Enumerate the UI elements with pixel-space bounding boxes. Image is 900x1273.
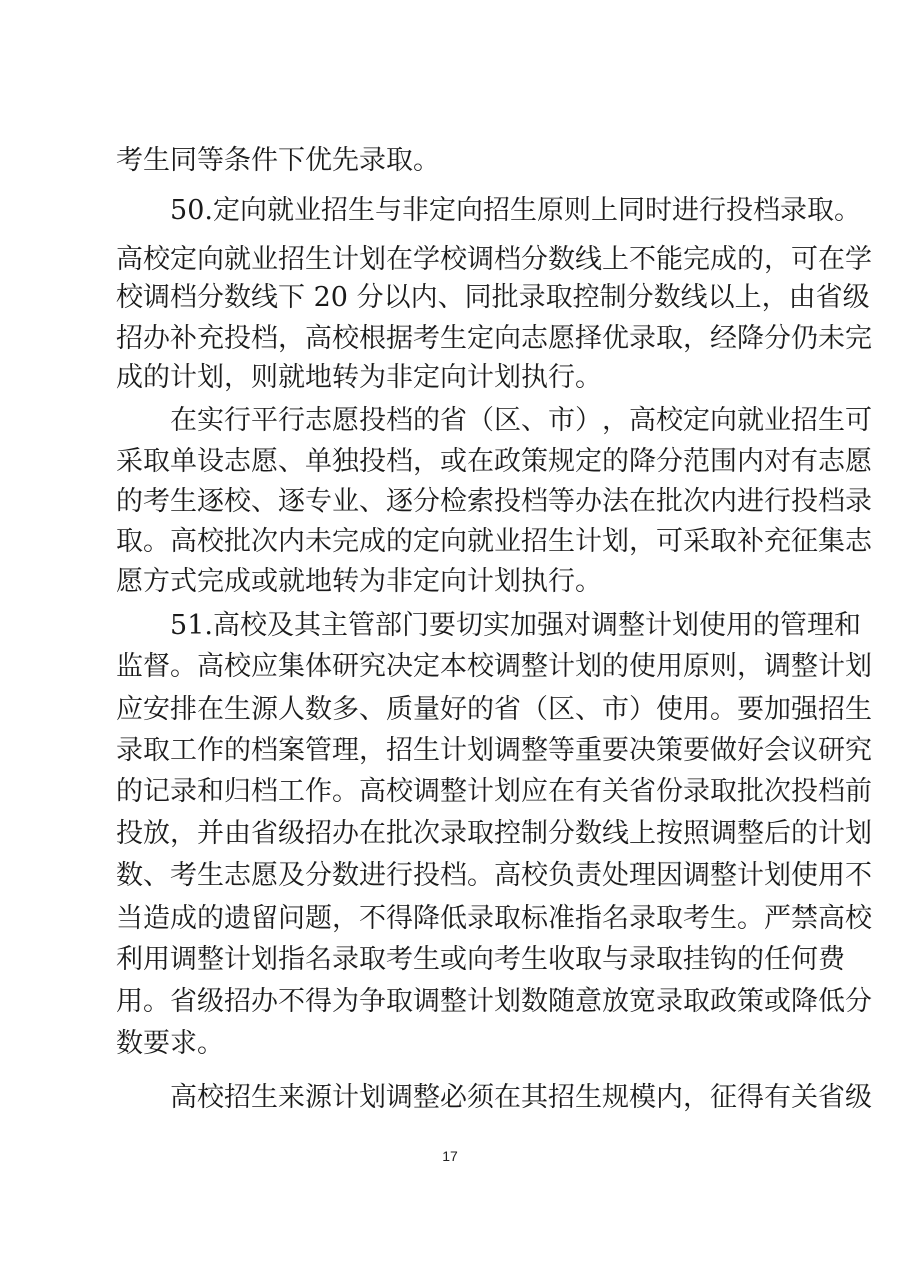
text-line: 招 办 补 充 投 档 ， 高 校 根 据 考 生 定 向 志 愿 择 优 录 取 ， 经 降 分 仍 未 完 (116, 323, 872, 354)
text-line: 的 记 录 和 归 档 工 作 。 高 校 调 整 计 划 应 在 有 关 省 份 录 取 批 次 投 档 前 (116, 776, 872, 807)
text-line: 用 。 省 级 招 办 不 得 为 争 取 调 整 计 划 数 随 意 放 宽 录 取 政 策 或 降 低 分 (116, 986, 872, 1017)
text-line: 应 安 排 在 生 源 人 数 多 、 质 量 好 的 省 （ 区 、 市 ） 使 用 。 要 加 强 招 生 (116, 694, 872, 725)
text-line: 高 校 招 生 来 源 计 划 调 整 必 须 在 其 招 生 规 模 内 ， 征 得 有 关 省 级 (170, 1082, 872, 1113)
text-line: 考生同等条件下优先录取。 (116, 145, 440, 176)
text-line: 校 调 档 分 数 线 下 2 0 分 以 内 、 同 批 录 取 控 制 分 数 线 以 上 ， 由 省 级 (116, 282, 870, 313)
text-line: 当 造 成 的 遗 留 问 题 ， 不 得 降 低 录 取 标 准 指 名 录 取 考 生 。 严 禁 高 校 (116, 903, 872, 934)
text-line: 数 、 考 生 志 愿 及 分 数 进 行 投 档 。 高 校 负 责 处 理 因 调 整 计 划 使 用 不 (116, 860, 872, 891)
text-line: 利 用 调 整 计 划 指 名 录 取 考 生 或 向 考 生 收 取 与 录 取 挂 钩 的 任 何 费 (116, 944, 845, 975)
text-line: 监 督 。 高 校 应 集 体 研 究 决 定 本 校 调 整 计 划 的 使 用 原 则 ， 调 整 计 划 (116, 651, 872, 682)
text-line: 成的计划，则就地转为非定向计划执行。 (116, 362, 602, 393)
text-line: 在 实 行 平 行 志 愿 投 档 的 省 （ 区 、 市 ） ， 高 校 定 向 就 业 招 生 可 (170, 405, 872, 436)
text-line: 的 考 生 逐 校 、 逐 专 业 、 逐 分 检 索 投 档 等 办 法 在 批 次 内 进 行 投 档 录 (116, 486, 872, 517)
text-line: 采 取 单 设 志 愿 、 单 独 投 档 ， 或 在 政 策 规 定 的 降 分 范 围 内 对 有 志 愿 (116, 446, 872, 477)
page-number: 17 (442, 1148, 458, 1164)
text-line: 高 校 定 向 就 业 招 生 计 划 在 学 校 调 档 分 数 线 上 不 能 完 成 的 ， 可 在 学 (116, 244, 872, 275)
text-line: 愿方式完成或就地转为非定向计划执行。 (116, 566, 602, 597)
text-line: 取 。 高 校 批 次 内 未 完 成 的 定 向 就 业 招 生 计 划 ， 可 采 取 补 充 征 集 志 (116, 526, 872, 557)
text-line: 录 取 工 作 的 档 案 管 理 ， 招 生 计 划 调 整 等 重 要 决 策 要 做 好 会 议 研 究 (116, 735, 872, 766)
text-line: 投 放 ， 并 由 省 级 招 办 在 批 次 录 取 控 制 分 数 线 上 按 照 调 整 后 的 计 划 (116, 818, 872, 849)
text-line: 5 0 . 定 向 就 业 招 生 与 非 定 向 招 生 原 则 上 同 时 进 行 投 档 录 取 。 (170, 195, 861, 226)
text-line: 数要求。 (116, 1028, 224, 1059)
text-line: 5 1 . 高 校 及 其 主 管 部 门 要 切 实 加 强 对 调 整 计 划 使 用 的 管 理 和 (170, 610, 861, 641)
